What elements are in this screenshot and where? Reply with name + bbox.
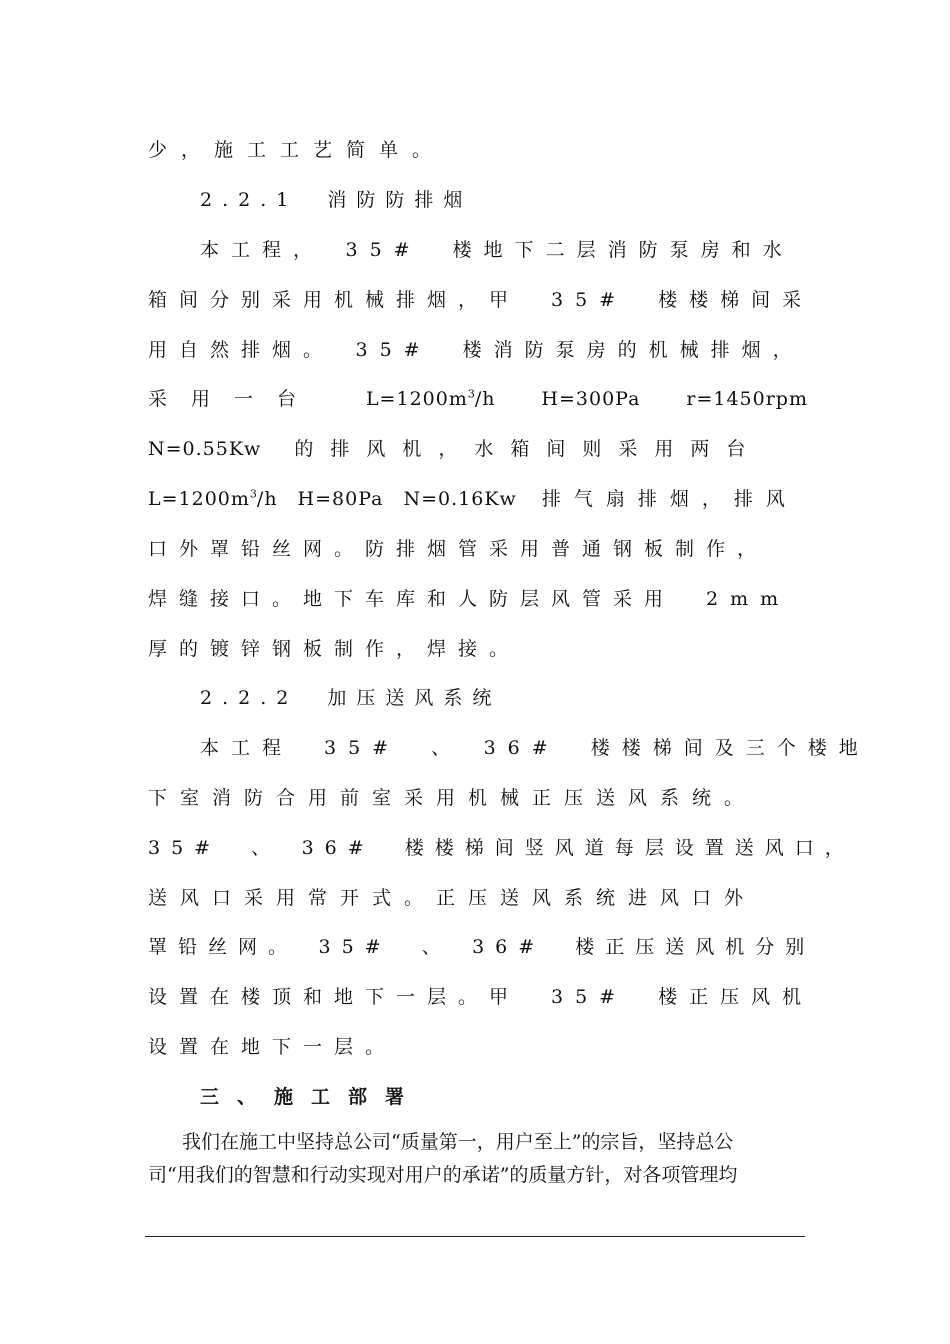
section-heading-2-2-2: 2.2.2 加压送风系统 (200, 687, 502, 709)
text-line: 本工程 35# 、 36# 楼楼梯间及三个楼地 (200, 737, 870, 759)
text-line (148, 437, 808, 461)
superscript: 3 (467, 387, 475, 401)
text-line: 口外罩铅丝网。防排烟管采用普通钢板制作， (148, 538, 769, 560)
text-line-specs (148, 387, 808, 411)
text-segment: 的排风机，水箱间则采用两台 (294, 438, 763, 460)
superscript: 3 (249, 487, 257, 501)
text-line: 焊缝接口。地下车库和人防层风管采用 2mm (148, 588, 791, 610)
text-line: 少，施工工艺简单。 (148, 139, 446, 161)
spec-flow: L=1200m (365, 388, 468, 410)
text-line: 35# 、 36# 楼楼梯间竖风道每层设置送风口， (148, 837, 855, 859)
text-segment: 排气扇排烟，排风 (541, 488, 798, 510)
text-line: 箱间分别采用机械排烟，甲 35# 楼楼梯间采 (148, 289, 814, 311)
text-line: 本工程， 35# 楼地下二层消防泵房和水 (200, 239, 794, 261)
spec-pressure: H=300Pa (541, 388, 641, 410)
text-line (148, 487, 808, 511)
chapter-heading-3: 三、施工部署 (200, 1086, 423, 1108)
text-segment: 采用一台 (148, 388, 321, 410)
text-line: 送风口采用常开式。正压送风系统进风口外 (148, 887, 757, 909)
paragraph-line: 我们在施工中坚持总公司“质量第一，用户至上”的宗旨，坚持总公 (182, 1131, 734, 1153)
spec-power: N=0.55Kw (148, 438, 262, 460)
spec-flow-unit: /h (474, 388, 496, 410)
text-line: 用自然排烟。 35# 楼消防泵房的机械排烟， (148, 339, 804, 361)
section-heading-2-2-1: 2.2.1 消防防排烟 (200, 189, 473, 211)
spec-rpm: r=1450rpm (686, 388, 808, 410)
spec-flow: L=1200m (148, 488, 250, 510)
footer-rule (145, 1236, 805, 1237)
text-line: 厚的镀锌钢板制作，焊接。 (148, 638, 521, 660)
text-line: 设置在地下一层。 (148, 1036, 397, 1058)
text-line: 下室消防合用前室采用机械正压送风系统。 (148, 787, 757, 809)
text-line: 设置在楼顶和地下一层。甲 35# 楼正压风机 (148, 986, 814, 1008)
text-line: 罩铅丝网。 35# 、 36# 楼正压送风机分别 (148, 936, 816, 958)
text-segment (366, 387, 496, 411)
spec-values: /h H=80Pa N=0.16Kw (256, 488, 517, 510)
paragraph-line: 司“用我们的智慧和行动实现对用户的承诺”的质量方针，对各项管理均 (148, 1164, 738, 1186)
